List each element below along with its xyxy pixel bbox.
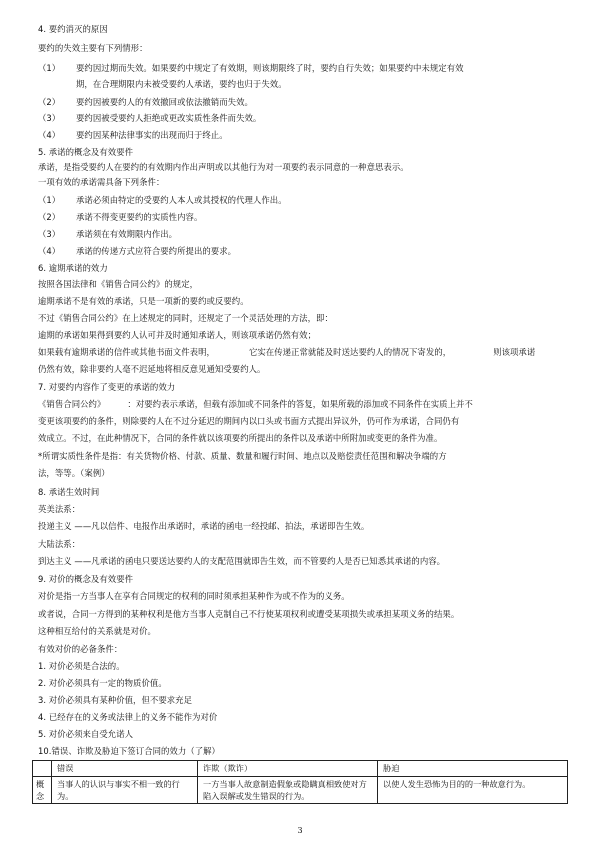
- paragraph-text: *所谓实质性条件是指：有关货物价格、付款、质量、数量和履行时间、地点以及赔偿责任范围和解决争端的方: [38, 451, 447, 461]
- paragraph-text: 逾期的承诺如果得到要约人认可并及时通知承诺人，则该项承诺仍然有效；: [38, 330, 317, 340]
- table-header-cell: 胁迫: [378, 761, 568, 777]
- paragraph-text: 要约的失效主要有下列情形：: [38, 43, 148, 53]
- paragraph-text: 承诺，是指受要约人在要约的有效期内作出声明或以其他行为对一项要约表示同意的一种意思表示。: [38, 162, 409, 172]
- paragraph-text: 不过《销售合同公约》在上述规定的同时，还规定了一个灵活处理的方法，即：: [38, 313, 333, 323]
- paragraph-text: 效成立。不过，在此种情况下，合同的条件就以该项要约所提出的条件以及承诺中所附加或变更的条件为准。: [38, 433, 443, 443]
- list-item: 2. 对价必须具有一定的物质价值。: [38, 678, 167, 688]
- heading-error-fraud-duress: 10.错误、诈欺及胁迫下签订合同的效力（了解）: [38, 746, 220, 756]
- heading-acceptance-effective-time: 8. 承诺生效时间: [38, 487, 100, 497]
- row-label-cell: 概念: [33, 777, 52, 804]
- table-cell: 当事人的认识与事实不相一致的行为。: [52, 777, 198, 804]
- paragraph-text: 这种相互给付的关系就是对价。: [38, 626, 156, 636]
- table-header-cell: 错误: [52, 761, 198, 777]
- list-item: （3） 要约因被受要约人拒绝或更改实质性条件而失效。: [38, 113, 262, 123]
- list-item: （4） 承诺的传递方式应符合要约所提出的要求。: [38, 246, 237, 256]
- heading-late-acceptance: 6. 逾期承诺的效力: [38, 263, 108, 273]
- paragraph-text: 如果载有逾期承诺的信件或其他书面文件表明， 它实在传递正常就能及时送达要约人的情况下寄发的， 则该项承诺: [38, 347, 536, 357]
- paragraph-text: 《销售合同公约》 ：对要约表示承诺，但载有添加或不同条件的答复，如果所载的添加或不同条件在实质上并不: [38, 399, 473, 409]
- list-item: 5. 对价必须来自受允诺人: [38, 729, 134, 739]
- paragraph-text: 逾期承诺不是有效的承诺，只是一项新的要约或反要约。: [38, 296, 249, 306]
- list-item: （4） 要约因某种法律事实的出现而归于终止。: [38, 130, 228, 140]
- paragraph-text: 期，在合理期限内未被受要约人承诺，要约也归于失效。: [76, 79, 287, 89]
- paragraph-text: 到达主义 ——凡承诺的函电只要送达要约人的支配范围就即告生效，而不管要约人是否已知悉其承诺的内容。: [38, 556, 446, 566]
- list-item: （2） 要约因被要约人的有效撤回或依法撤销而失效。: [38, 97, 253, 107]
- table-row: [33, 777, 568, 804]
- paragraph-text: 英美法系：: [38, 504, 81, 514]
- paragraph-text: 按照各国法律和《销售合同公约》的规定，: [38, 279, 199, 289]
- paragraph-text: 有效对价的必备条件：: [38, 644, 123, 654]
- heading-consideration: 9. 对价的概念及有效要件: [38, 574, 134, 584]
- heading-modified-acceptance: 7. 对要约内容作了变更的承诺的效力: [38, 382, 176, 392]
- comparison-table: [32, 760, 568, 804]
- table-header-cell: [33, 761, 52, 777]
- list-item: （1） 要约因过期而失效。如果要约中规定了有效期，则该期限终了时，要约自行失效；如果要约中未规定有效: [38, 63, 464, 73]
- page-number: 3: [297, 826, 303, 835]
- paragraph-text: 法，等等。（案例）: [38, 468, 110, 478]
- list-item: （2） 承诺不得变更要约的实质性内容。: [38, 212, 203, 222]
- paragraph-text: 对价是指一方当事人在享有合同规定的权利的同时须承担某种作为或不作为的义务。: [38, 591, 350, 601]
- paragraph-text: 投递主义 ——凡以信件、电报作出承诺时，承诺的函电一经投邮、拍法，承诺即告生效。: [38, 521, 370, 531]
- heading-acceptance: 5. 承诺的概念及有效要件: [38, 147, 134, 157]
- paragraph-text: 大陆法系：: [38, 539, 81, 549]
- table-header-cell: 诈欺（欺诈）: [198, 761, 378, 777]
- table-cell: 以使人发生恐怖为目的的一种故意行为。: [378, 777, 568, 804]
- list-item: （1） 承诺必须由特定的受要约人本人或其授权的代理人作出。: [38, 195, 287, 205]
- list-item: 3. 对价必须具有某种价值，但不要求充足: [38, 695, 193, 705]
- list-item: 4. 已经存在的义务或法律上的义务不能作为对价: [38, 712, 218, 722]
- table-cell: 一方当事人故意制造假象或隐瞒真相致使对方陷入误解或发生错误的行为。: [198, 777, 378, 804]
- list-item: （3） 承诺须在有效期限内作出。: [38, 229, 178, 239]
- table-header-row: [33, 761, 568, 777]
- paragraph-text: 变更该项要约的条件，则除要约人在不过分延迟的期间内以口头或书面方式提出异议外，仍可作为承诺，合同仍有: [38, 416, 460, 426]
- paragraph-text: 一项有效的承诺需具备下列条件：: [38, 177, 165, 187]
- paragraph-text: 或者说，合同一方得到的某种权利是他方当事人克制自己不行使某项权利或遭受某项损失或承担某项义务的结果。: [38, 609, 460, 619]
- paragraph-text: 仍然有效，除非要约人毫不迟延地将相反意见通知受要约人。: [38, 364, 266, 374]
- heading-offer-termination: 4. 要约消灭的原因: [38, 24, 108, 34]
- list-item: 1. 对价必须是合法的。: [38, 661, 125, 671]
